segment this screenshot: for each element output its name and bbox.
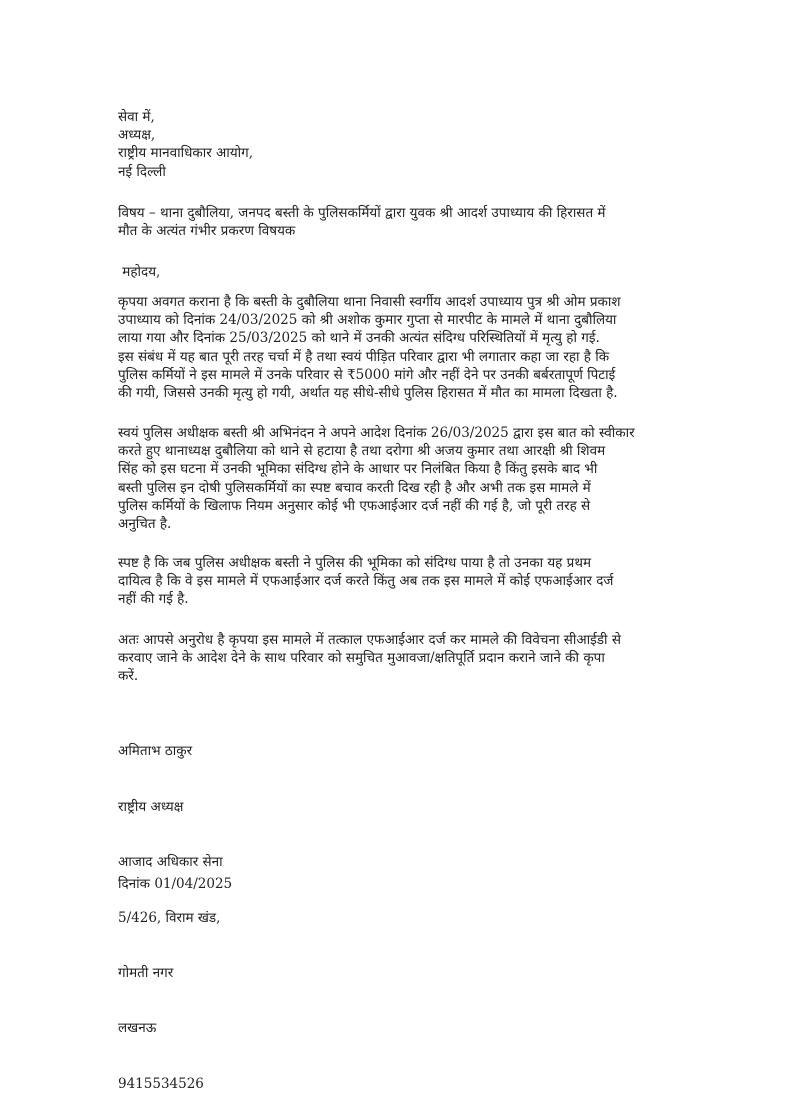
signature-city: लखनऊ: [118, 1020, 157, 1037]
signature-address: 5/426, विराम खंड,: [118, 909, 221, 926]
signature-organization: आजाद अधिकार सेना: [118, 854, 223, 871]
subject-line: विषय – थाना दुबौलिया, जनपद बस्ती के पुलिसकर्मियों द्वारा युवक श्री आदर्श उपाध्याय की हिरासत में: [118, 205, 606, 221]
address-line: अध्यक्ष,: [118, 127, 156, 144]
paragraph-line: स्वयं पुलिस अधीक्षक बस्ती श्री अभिनंदन ने अपने आदेश दिनांक 26/03/2025 द्वारा इस बात को स्वीकार: [118, 425, 635, 441]
paragraph-line: पुलिस कर्मियों ने इस मामले में उनके परिवार से ₹5000 मांगे और नहीं देने पर उनकी बर्बरतापूर्ण पिटाई: [118, 366, 616, 383]
paragraph-4: [118, 631, 708, 686]
paragraph-2: [118, 424, 708, 533]
paragraph-line: अतः आपसे अनुरोध है कृपया इस मामले में तत्काल एफआईआर दर्ज कर मामले की विवेचना सीआईडी से: [118, 632, 621, 648]
subject-line: मौत के अत्यंत गंभीर प्रकरण विषयक: [118, 223, 296, 240]
signature-address: गोमती नगर: [118, 965, 174, 982]
signature-phone: 9415534526: [118, 1075, 204, 1092]
salutation: महोदय,: [118, 264, 161, 280]
paragraph-line: इस संबंध में यह बात पूरी तरह चर्चा में है तथा स्वयं पीड़ित परिवार द्वारा भी लगातार कहा जा रहा है कि: [118, 348, 610, 365]
subject: [118, 204, 708, 240]
paragraph-line: बस्ती पुलिस इन दोषी पुलिसकर्मियों का स्पष्ट बचाव करती दिख रही है और अभी तक इस मामले में: [118, 479, 591, 496]
signature-name: अमिताभ ठाकुर: [118, 743, 193, 760]
paragraph-line: लाया गया और दिनांक 25/03/2025 को थाने में उनकी अत्यंत संदिग्ध परिस्थितियों में मृत्यु हो गई.: [118, 330, 600, 347]
signature-designation: राष्ट्रीय अध्यक्ष: [118, 798, 184, 815]
paragraph-line: करें.: [118, 668, 139, 685]
paragraph-line: अनुचित है.: [118, 516, 172, 533]
paragraph-line: सिंह को इस घटना में उनकी भूमिका संदिग्ध होने के आधार पर निलंबित किया है किंतु इसके बाद भी: [118, 461, 598, 478]
paragraph-line: करते हुए थानाध्यक्ष दुबौलिया को थाने से हटाया है तथा दरोगा श्री अजय कुमार तथा आरक्षी श्री शिवम: [118, 443, 606, 460]
address-line: नई दिल्ली: [118, 163, 166, 180]
paragraph-3: [118, 554, 708, 609]
paragraph-1: [118, 293, 708, 402]
address-line: सेवा में,: [118, 109, 155, 125]
paragraph-line: स्पष्ट है कि जब पुलिस अधीक्षक बस्ती ने पुलिस की भूमिका को संदिग्ध पाया है तो उनका यह प्रथम: [118, 555, 592, 571]
letter-date: दिनांक 01/04/2025: [118, 876, 233, 892]
paragraph-line: की गयी, जिससे उनकी मृत्यु हो गयी, अर्थात यह सीधे-सीधे पुलिस हिरासत में मौत का मामला दिखता है.: [118, 385, 618, 402]
address-line: राष्ट्रीय मानवाधिकार आयोग,: [118, 145, 254, 162]
paragraph-line: कृपया अवगत कराना है कि बस्ती के दुबौलिया थाना निवासी स्वर्गीय आदर्श उपाध्याय पुत्र श्री ओम प्रकाश: [118, 294, 621, 310]
paragraph-line: करवाए जाने के आदेश देने के साथ परिवार को समुचित मुआवजा/क्षतिपूर्ति प्रदान कराने जाने की कृपा: [118, 650, 605, 667]
paragraph-line: पुलिस कर्मियों के खिलाफ नियम अनुसार कोई भी एफआईआर दर्ज नहीं की गई है, जो पूरी तरह से: [118, 497, 591, 514]
signature-block: [118, 706, 708, 1112]
paragraph-line: नहीं की गई है.: [118, 591, 189, 608]
recipient-address: [118, 108, 708, 181]
paragraph-line: दायित्व है कि वे इस मामले में एफआईआर दर्ज करते किंतु अब तक इस मामले में कोई एफआईआर दर्ज: [118, 573, 614, 590]
paragraph-line: उपाध्याय को दिनांक 24/03/2025 को श्री अशोक कुमार गुप्ता से मारपीट के मामले में थाना दुबौलिया: [118, 312, 617, 329]
